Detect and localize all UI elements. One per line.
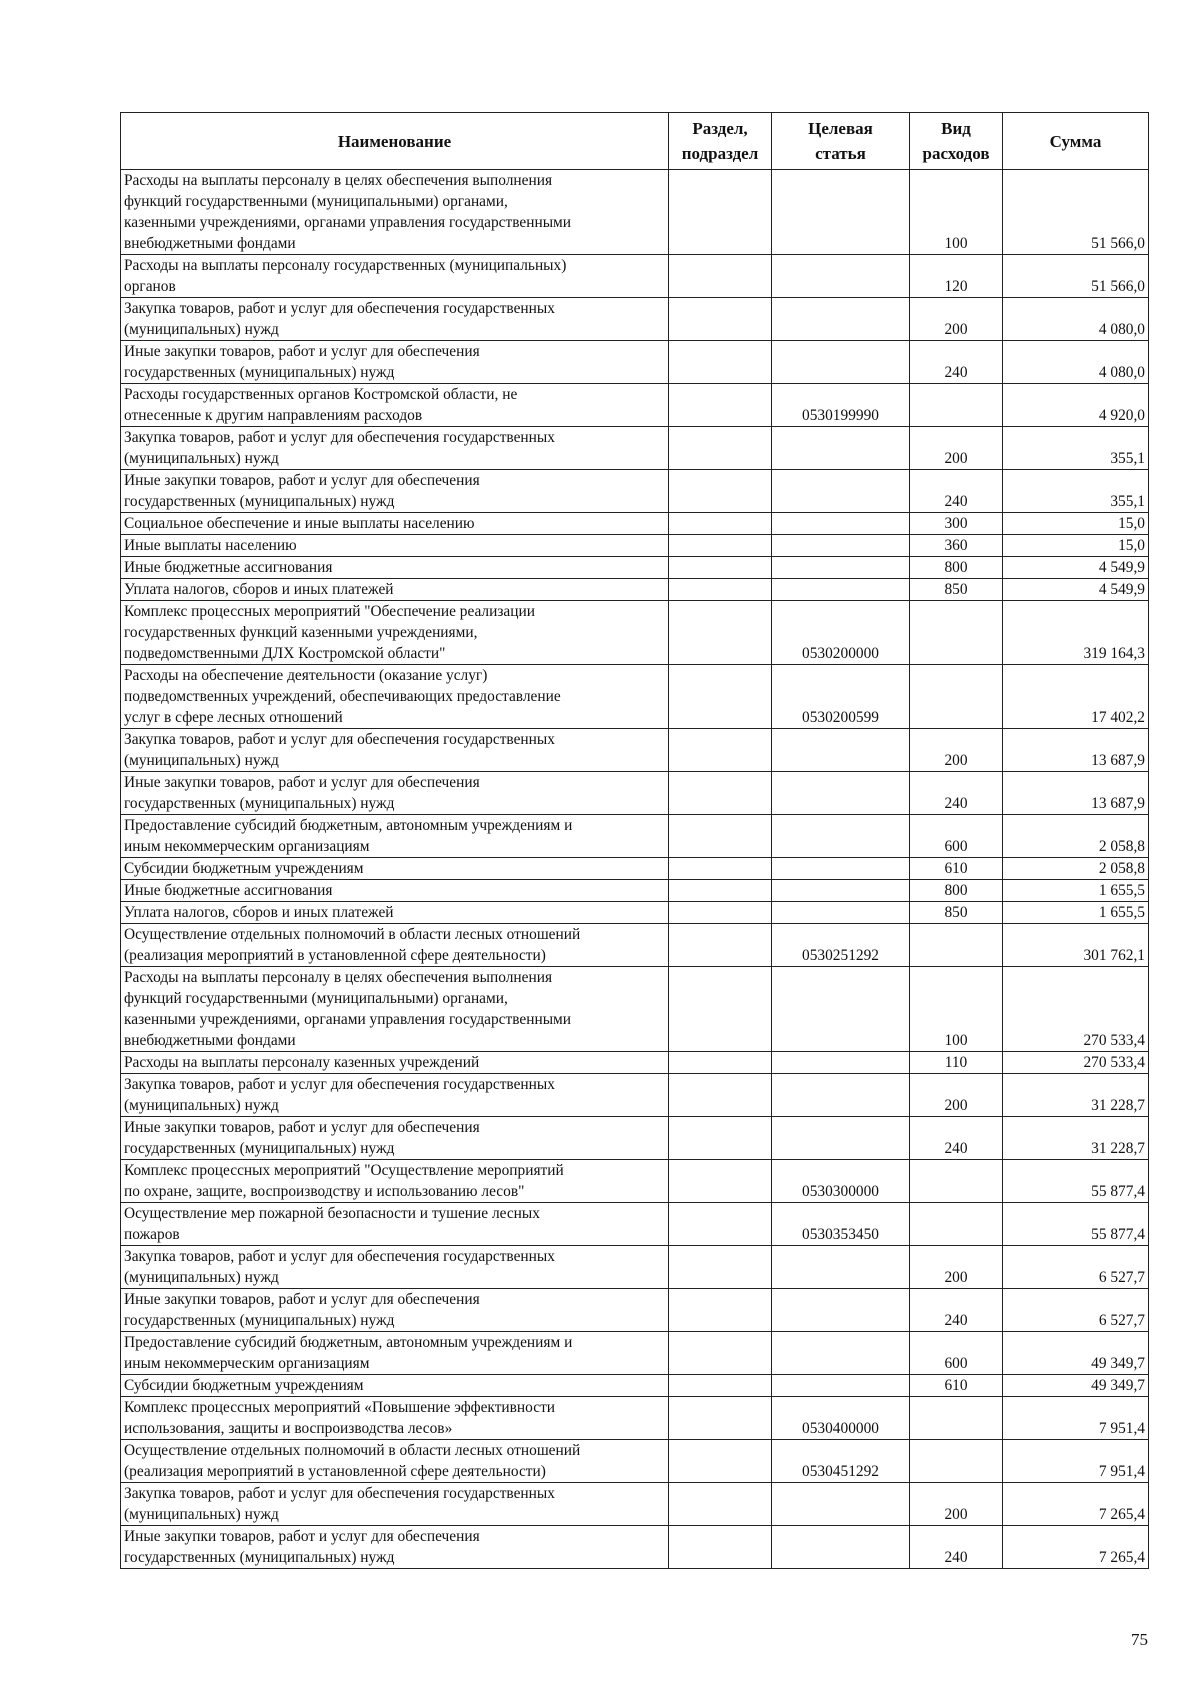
cell-target (772, 772, 910, 815)
cell-section (669, 170, 772, 255)
table-row (121, 513, 1149, 535)
table-row (121, 427, 1149, 470)
cell-kind: 600 (910, 1332, 1003, 1375)
cell-kind: 240 (910, 1117, 1003, 1160)
cell-kind: 800 (910, 880, 1003, 902)
cell-kind: 300 (910, 513, 1003, 535)
table-row (121, 924, 1149, 967)
cell-name: Осуществление отдельных полномочий в области лесных отношений (реализация мероприятий в установленной сфере деятельности) (121, 1440, 669, 1483)
cell-sum: 1 655,5 (1003, 902, 1149, 924)
cell-kind: 610 (910, 1375, 1003, 1397)
table-row (121, 1289, 1149, 1332)
cell-target (772, 1117, 910, 1160)
cell-section (669, 255, 772, 298)
cell-name: Предоставление субсидий бюджетным, автономным учреждениям и иным некоммерческим организациям (121, 1332, 669, 1375)
cell-kind: 200 (910, 1074, 1003, 1117)
cell-kind: 600 (910, 815, 1003, 858)
cell-kind (910, 924, 1003, 967)
table-row (121, 1203, 1149, 1246)
table-row (121, 1160, 1149, 1203)
cell-kind (910, 1160, 1003, 1203)
cell-target (772, 1483, 910, 1526)
cell-sum: 270 533,4 (1003, 967, 1149, 1052)
cell-target (772, 427, 910, 470)
cell-kind: 850 (910, 579, 1003, 601)
cell-section (669, 1074, 772, 1117)
cell-sum: 51 566,0 (1003, 255, 1149, 298)
cell-section (669, 880, 772, 902)
cell-sum: 31 228,7 (1003, 1074, 1149, 1117)
cell-kind (910, 384, 1003, 427)
cell-kind: 360 (910, 535, 1003, 557)
cell-target: 0530199990 (772, 384, 910, 427)
cell-name: Иные закупки товаров, работ и услуг для обеспечения государственных (муниципальных) нужд (121, 1526, 669, 1569)
cell-kind: 240 (910, 1526, 1003, 1569)
table-row (121, 601, 1149, 665)
cell-name: Расходы на выплаты персоналу в целях обеспечения выполнения функций государственными (муниципальными) органами, казенными учреждениями, органами управления государственными внебюджетными фондами (121, 967, 669, 1052)
cell-target (772, 902, 910, 924)
column-header-name: Наименование (121, 113, 669, 170)
cell-name: Предоставление субсидий бюджетным, автономным учреждениям и иным некоммерческим организациям (121, 815, 669, 858)
table-row (121, 255, 1149, 298)
cell-target (772, 1074, 910, 1117)
cell-name: Расходы государственных органов Костромской области, не отнесенные к другим направлениям расходов (121, 384, 669, 427)
cell-target: 0530353450 (772, 1203, 910, 1246)
table-row (121, 1074, 1149, 1117)
table-row (121, 579, 1149, 601)
cell-sum: 6 527,7 (1003, 1289, 1149, 1332)
column-header-sum: Сумма (1003, 113, 1149, 170)
cell-name: Иные бюджетные ассигнования (121, 557, 669, 579)
cell-sum: 49 349,7 (1003, 1375, 1149, 1397)
cell-target: 0530451292 (772, 1440, 910, 1483)
cell-section (669, 1203, 772, 1246)
cell-sum: 319 164,3 (1003, 601, 1149, 665)
column-header-section: Раздел, подраздел (669, 113, 772, 170)
table-row (121, 772, 1149, 815)
cell-name: Иные бюджетные ассигнования (121, 880, 669, 902)
cell-sum: 4 549,9 (1003, 579, 1149, 601)
cell-name: Осуществление отдельных полномочий в области лесных отношений (реализация мероприятий в установленной сфере деятельности) (121, 924, 669, 967)
cell-section (669, 1483, 772, 1526)
table-row (121, 729, 1149, 772)
cell-sum: 4 549,9 (1003, 557, 1149, 579)
cell-section (669, 1440, 772, 1483)
cell-name: Расходы на выплаты персоналу казенных учреждений (121, 1052, 669, 1074)
cell-target (772, 298, 910, 341)
cell-name: Закупка товаров, работ и услуг для обеспечения государственных (муниципальных) нужд (121, 298, 669, 341)
table-body (121, 170, 1149, 1569)
cell-section (669, 601, 772, 665)
cell-kind: 100 (910, 967, 1003, 1052)
cell-kind: 240 (910, 772, 1003, 815)
cell-target (772, 170, 910, 255)
cell-section (669, 665, 772, 729)
cell-section (669, 470, 772, 513)
cell-kind (910, 601, 1003, 665)
cell-target (772, 470, 910, 513)
table-row (121, 1440, 1149, 1483)
cell-sum: 4 080,0 (1003, 298, 1149, 341)
cell-kind: 240 (910, 470, 1003, 513)
cell-kind: 240 (910, 341, 1003, 384)
table-row (121, 1397, 1149, 1440)
cell-section (669, 384, 772, 427)
cell-kind: 200 (910, 1246, 1003, 1289)
cell-section (669, 557, 772, 579)
cell-kind: 200 (910, 427, 1003, 470)
table-row (121, 384, 1149, 427)
cell-target: 0530200000 (772, 601, 910, 665)
table-row (121, 1246, 1149, 1289)
table-row (121, 880, 1149, 902)
cell-target (772, 255, 910, 298)
cell-name: Расходы на выплаты персоналу в целях обеспечения выполнения функций государственными (муниципальными) органами, казенными учреждениями, органами управления государственными внебюджетными фондами (121, 170, 669, 255)
cell-section (669, 1332, 772, 1375)
cell-target (772, 1246, 910, 1289)
cell-section (669, 1375, 772, 1397)
cell-sum: 7 265,4 (1003, 1526, 1149, 1569)
cell-name: Субсидии бюджетным учреждениям (121, 858, 669, 880)
cell-target (772, 1289, 910, 1332)
cell-target (772, 1052, 910, 1074)
cell-section (669, 341, 772, 384)
cell-name: Закупка товаров, работ и услуг для обеспечения государственных (муниципальных) нужд (121, 1483, 669, 1526)
cell-kind: 610 (910, 858, 1003, 880)
cell-name: Уплата налогов, сборов и иных платежей (121, 579, 669, 601)
cell-section (669, 579, 772, 601)
cell-target: 0530200599 (772, 665, 910, 729)
cell-name: Субсидии бюджетным учреждениям (121, 1375, 669, 1397)
cell-section (669, 1160, 772, 1203)
cell-target (772, 1332, 910, 1375)
cell-name: Комплекс процессных мероприятий "Осуществление мероприятий по охране, защите, воспроизводству и использованию лесов" (121, 1160, 669, 1203)
cell-sum: 7 265,4 (1003, 1483, 1149, 1526)
table-row (121, 1117, 1149, 1160)
cell-name: Социальное обеспечение и иные выплаты населению (121, 513, 669, 535)
cell-name: Расходы на выплаты персоналу государственных (муниципальных) органов (121, 255, 669, 298)
cell-target (772, 858, 910, 880)
cell-section (669, 1117, 772, 1160)
cell-sum: 4 920,0 (1003, 384, 1149, 427)
cell-kind (910, 665, 1003, 729)
cell-name: Закупка товаров, работ и услуг для обеспечения государственных (муниципальных) нужд (121, 427, 669, 470)
cell-name: Уплата налогов, сборов и иных платежей (121, 902, 669, 924)
cell-section (669, 858, 772, 880)
cell-section (669, 1289, 772, 1332)
cell-sum: 2 058,8 (1003, 815, 1149, 858)
cell-sum: 355,1 (1003, 470, 1149, 513)
cell-sum: 55 877,4 (1003, 1203, 1149, 1246)
cell-kind: 120 (910, 255, 1003, 298)
cell-target: 0530400000 (772, 1397, 910, 1440)
cell-name: Иные выплаты населению (121, 535, 669, 557)
page-number: 75 (1131, 1630, 1148, 1649)
cell-kind (910, 1440, 1003, 1483)
cell-kind: 200 (910, 729, 1003, 772)
cell-name: Осуществление мер пожарной безопасности и тушение лесных пожаров (121, 1203, 669, 1246)
table-row (121, 298, 1149, 341)
cell-section (669, 298, 772, 341)
cell-sum: 15,0 (1003, 513, 1149, 535)
cell-name: Комплекс процессных мероприятий «Повышение эффективности использования, защиты и воспроизводства лесов» (121, 1397, 669, 1440)
cell-sum: 301 762,1 (1003, 924, 1149, 967)
cell-name: Расходы на обеспечение деятельности (оказание услуг) подведомственных учреждений, обеспечивающих предоставление услуг в сфере лесных отношений (121, 665, 669, 729)
cell-sum: 1 655,5 (1003, 880, 1149, 902)
cell-name: Иные закупки товаров, работ и услуг для обеспечения государственных (муниципальных) нужд (121, 1289, 669, 1332)
cell-section (669, 1246, 772, 1289)
cell-kind (910, 1397, 1003, 1440)
cell-section (669, 1397, 772, 1440)
table-row (121, 1332, 1149, 1375)
table-row (121, 858, 1149, 880)
cell-section (669, 902, 772, 924)
cell-sum: 13 687,9 (1003, 772, 1149, 815)
cell-sum: 55 877,4 (1003, 1160, 1149, 1203)
cell-name: Иные закупки товаров, работ и услуг для обеспечения государственных (муниципальных) нужд (121, 772, 669, 815)
cell-target (772, 535, 910, 557)
cell-sum: 355,1 (1003, 427, 1149, 470)
cell-sum: 2 058,8 (1003, 858, 1149, 880)
cell-section (669, 1052, 772, 1074)
column-header-kind: Вид расходов (910, 113, 1003, 170)
cell-name: Комплекс процессных мероприятий "Обеспечение реализации государственных функций казенными учреждениями, подведомственными ДЛХ Костромской области" (121, 601, 669, 665)
table-row (121, 967, 1149, 1052)
table-row (121, 170, 1149, 255)
table-row (121, 1052, 1149, 1074)
cell-section (669, 967, 772, 1052)
cell-name: Иные закупки товаров, работ и услуг для обеспечения государственных (муниципальных) нужд (121, 470, 669, 513)
cell-target (772, 513, 910, 535)
cell-kind: 110 (910, 1052, 1003, 1074)
cell-target (772, 557, 910, 579)
cell-target (772, 729, 910, 772)
cell-sum: 7 951,4 (1003, 1440, 1149, 1483)
cell-section (669, 513, 772, 535)
cell-sum: 6 527,7 (1003, 1246, 1149, 1289)
cell-sum: 7 951,4 (1003, 1397, 1149, 1440)
cell-kind: 240 (910, 1289, 1003, 1332)
cell-name: Закупка товаров, работ и услуг для обеспечения государственных (муниципальных) нужд (121, 1074, 669, 1117)
table-row (121, 815, 1149, 858)
cell-sum: 13 687,9 (1003, 729, 1149, 772)
cell-kind: 100 (910, 170, 1003, 255)
cell-section (669, 1526, 772, 1569)
cell-sum: 49 349,7 (1003, 1332, 1149, 1375)
cell-section (669, 427, 772, 470)
table-row (121, 1526, 1149, 1569)
table-row (121, 341, 1149, 384)
cell-name: Закупка товаров, работ и услуг для обеспечения государственных (муниципальных) нужд (121, 729, 669, 772)
table-header-row (121, 113, 1149, 170)
table-row (121, 902, 1149, 924)
cell-name: Иные закупки товаров, работ и услуг для обеспечения государственных (муниципальных) нужд (121, 1117, 669, 1160)
cell-section (669, 815, 772, 858)
cell-sum: 51 566,0 (1003, 170, 1149, 255)
table-row (121, 535, 1149, 557)
cell-target: 0530251292 (772, 924, 910, 967)
cell-target (772, 579, 910, 601)
cell-target (772, 815, 910, 858)
cell-name: Иные закупки товаров, работ и услуг для обеспечения государственных (муниципальных) нужд (121, 341, 669, 384)
cell-kind: 850 (910, 902, 1003, 924)
cell-section (669, 772, 772, 815)
table-row (121, 557, 1149, 579)
cell-kind (910, 1203, 1003, 1246)
cell-name: Закупка товаров, работ и услуг для обеспечения государственных (муниципальных) нужд (121, 1246, 669, 1289)
cell-sum: 15,0 (1003, 535, 1149, 557)
cell-sum: 31 228,7 (1003, 1117, 1149, 1160)
cell-section (669, 924, 772, 967)
cell-target (772, 967, 910, 1052)
column-header-target: Целевая статья (772, 113, 910, 170)
budget-table (120, 112, 1149, 1569)
cell-section (669, 729, 772, 772)
table-row (121, 1483, 1149, 1526)
table-row (121, 665, 1149, 729)
table-row (121, 470, 1149, 513)
cell-sum: 4 080,0 (1003, 341, 1149, 384)
cell-target (772, 1526, 910, 1569)
cell-kind: 200 (910, 298, 1003, 341)
cell-target (772, 880, 910, 902)
cell-section (669, 535, 772, 557)
cell-sum: 17 402,2 (1003, 665, 1149, 729)
cell-target (772, 1375, 910, 1397)
cell-target: 0530300000 (772, 1160, 910, 1203)
cell-kind: 800 (910, 557, 1003, 579)
cell-kind: 200 (910, 1483, 1003, 1526)
table-row (121, 1375, 1149, 1397)
cell-target (772, 341, 910, 384)
cell-sum: 270 533,4 (1003, 1052, 1149, 1074)
